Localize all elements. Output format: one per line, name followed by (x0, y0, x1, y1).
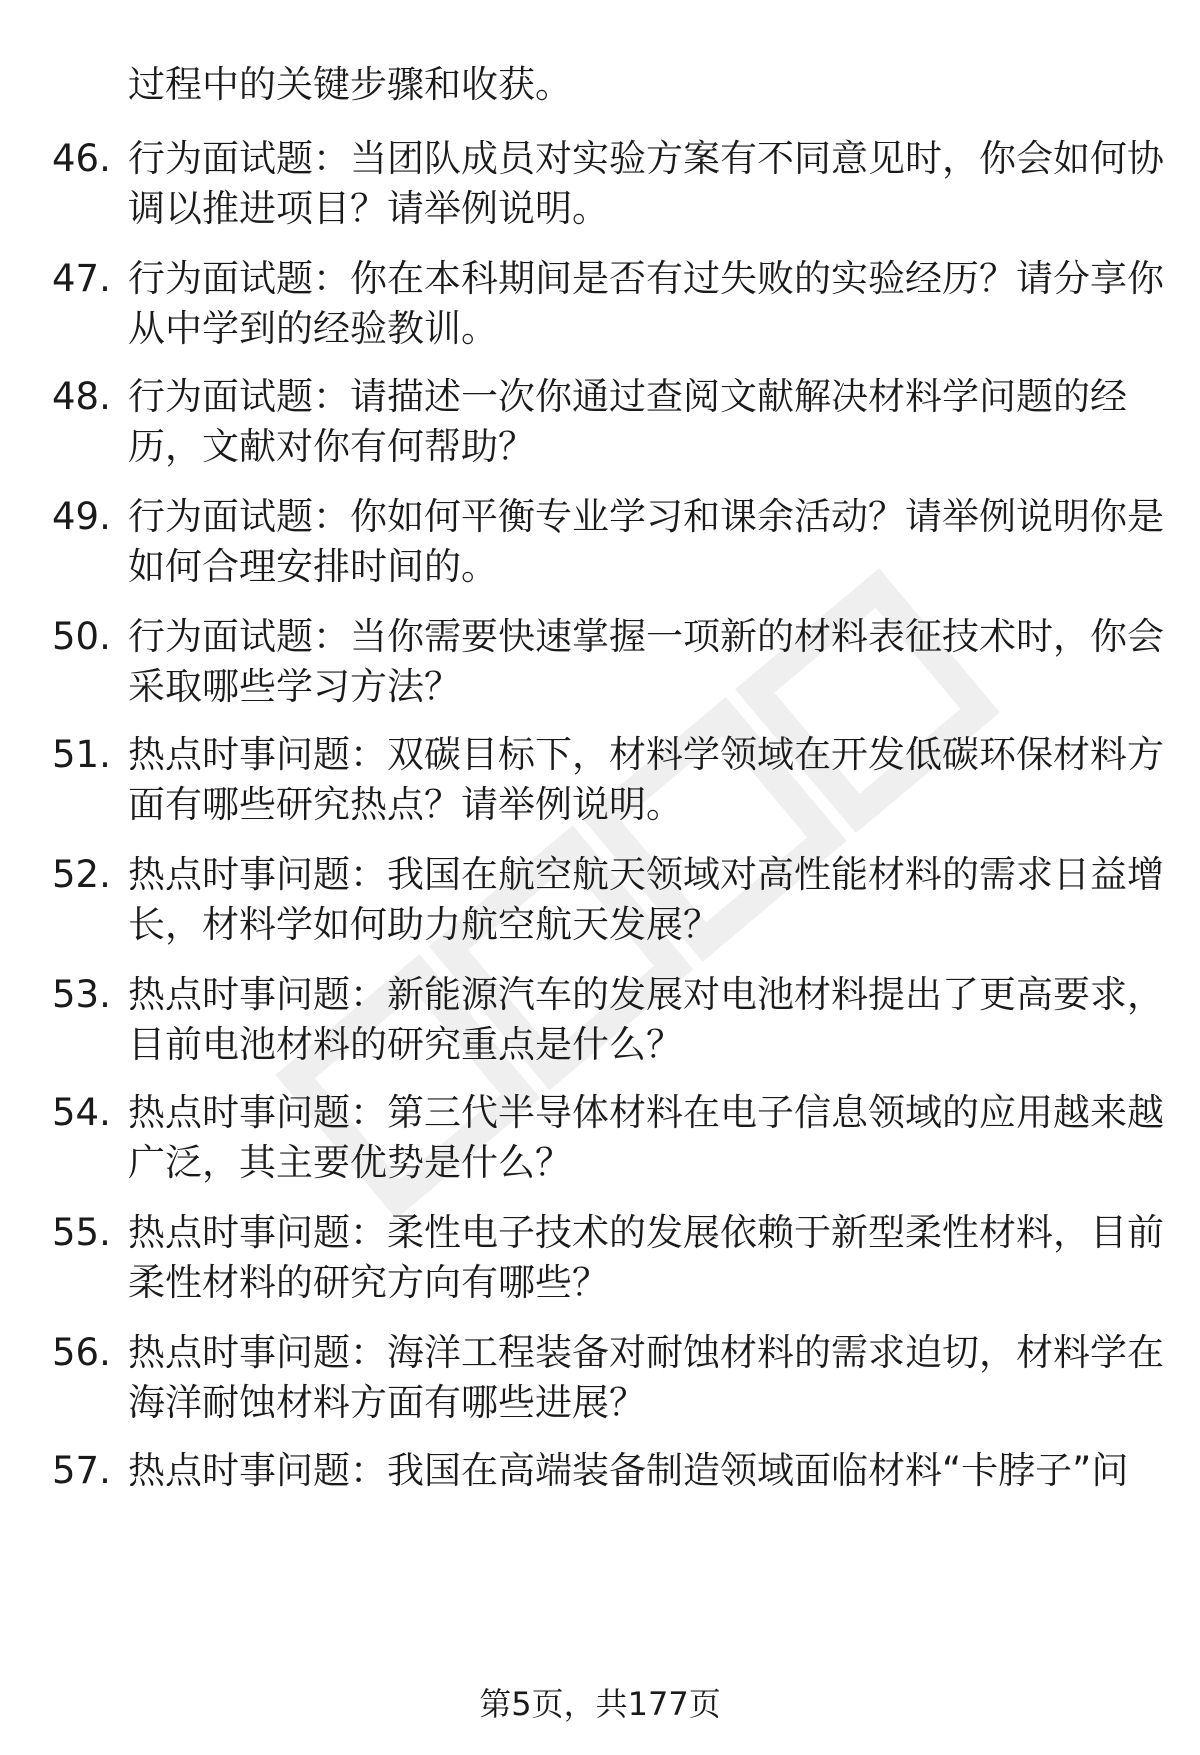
item-line-1: 热点时事问题：新能源汽车的发展对电池材料提出了更高要求， (128, 973, 1164, 1016)
item-number: 47. (52, 257, 111, 300)
list-item (0, 494, 1200, 604)
item-line-2: 如何合理安排时间的。 (128, 545, 498, 588)
list-item (0, 256, 1200, 366)
item-line-1: 行为面试题：当你需要快速掌握一项新的材料表征技术时，你会 (128, 615, 1164, 658)
item-line-1: 行为面试题：你如何平衡专业学习和课余活动？请举例说明你是 (128, 495, 1164, 538)
item-line-1: 热点时事问题：海洋工程装备对耐蚀材料的需求迫切，材料学在 (128, 1331, 1164, 1374)
item-number: 53. (52, 973, 111, 1016)
item-line-2: 长，材料学如何助力航空航天发展？ (128, 903, 720, 946)
item-line-1: 热点时事问题：我国在高端装备制造领域面临材料“卡脖子”问 (128, 1449, 1129, 1492)
item-line-1: 行为面试题：你在本科期间是否有过失败的实验经历？请分享你 (128, 257, 1164, 300)
page-footer: 第5页，共177页 (479, 1685, 721, 1723)
list-item (0, 852, 1200, 962)
item-number: 57. (52, 1449, 111, 1492)
item-line-1: 行为面试题：请描述一次你通过查阅文献解决材料学问题的经 (128, 375, 1127, 418)
item-line-2: 海洋耐蚀材料方面有哪些进展？ (128, 1381, 646, 1424)
list-item (0, 1210, 1200, 1320)
list-item (0, 1448, 1200, 1558)
list-item (0, 614, 1200, 724)
item-line-2: 调以推进项目？请举例说明。 (128, 187, 609, 230)
item-number: 52. (52, 853, 111, 896)
item-line-2: 柔性材料的研究方向有哪些？ (128, 1261, 609, 1304)
list-item (0, 972, 1200, 1082)
item-number: 48. (52, 375, 111, 418)
item-line-2: 广泛，其主要优势是什么？ (128, 1141, 572, 1184)
item-number: 49. (52, 495, 111, 538)
item-number: 55. (52, 1211, 111, 1254)
list-item (0, 1330, 1200, 1440)
list-item (0, 136, 1200, 246)
item-line-1: 热点时事问题：第三代半导体材料在电子信息领域的应用越来越 (128, 1091, 1164, 1134)
item-number: 46. (52, 137, 111, 180)
item-line-1: 热点时事问题：我国在航空航天领域对高性能材料的需求日益增 (128, 853, 1164, 896)
item-line-1: 热点时事问题：双碳目标下，材料学领域在开发低碳环保材料方 (128, 733, 1164, 776)
item-line-1: 行为面试题：当团队成员对实验方案有不同意见时，你会如何协 (128, 137, 1164, 180)
item-line-2: 目前电池材料的研究重点是什么？ (128, 1023, 683, 1066)
list-item (0, 374, 1200, 484)
list-item (0, 1090, 1200, 1200)
item-line-1: 热点时事问题：柔性电子技术的发展依赖于新型柔性材料，目前 (128, 1211, 1164, 1254)
item-line-2: 历，文献对你有何帮助？ (128, 425, 535, 468)
item-line-2: 从中学到的经验教训。 (128, 307, 498, 350)
item-number: 50. (52, 615, 111, 658)
item-number: 51. (52, 733, 111, 776)
continuation-text: 过程中的关键步骤和收获。 (128, 63, 572, 106)
item-number: 54. (52, 1091, 111, 1134)
item-line-2: 面有哪些研究热点？请举例说明。 (128, 783, 683, 826)
list-item (0, 732, 1200, 842)
item-line-2: 采取哪些学习方法？ (128, 665, 461, 708)
item-number: 56. (52, 1331, 111, 1374)
